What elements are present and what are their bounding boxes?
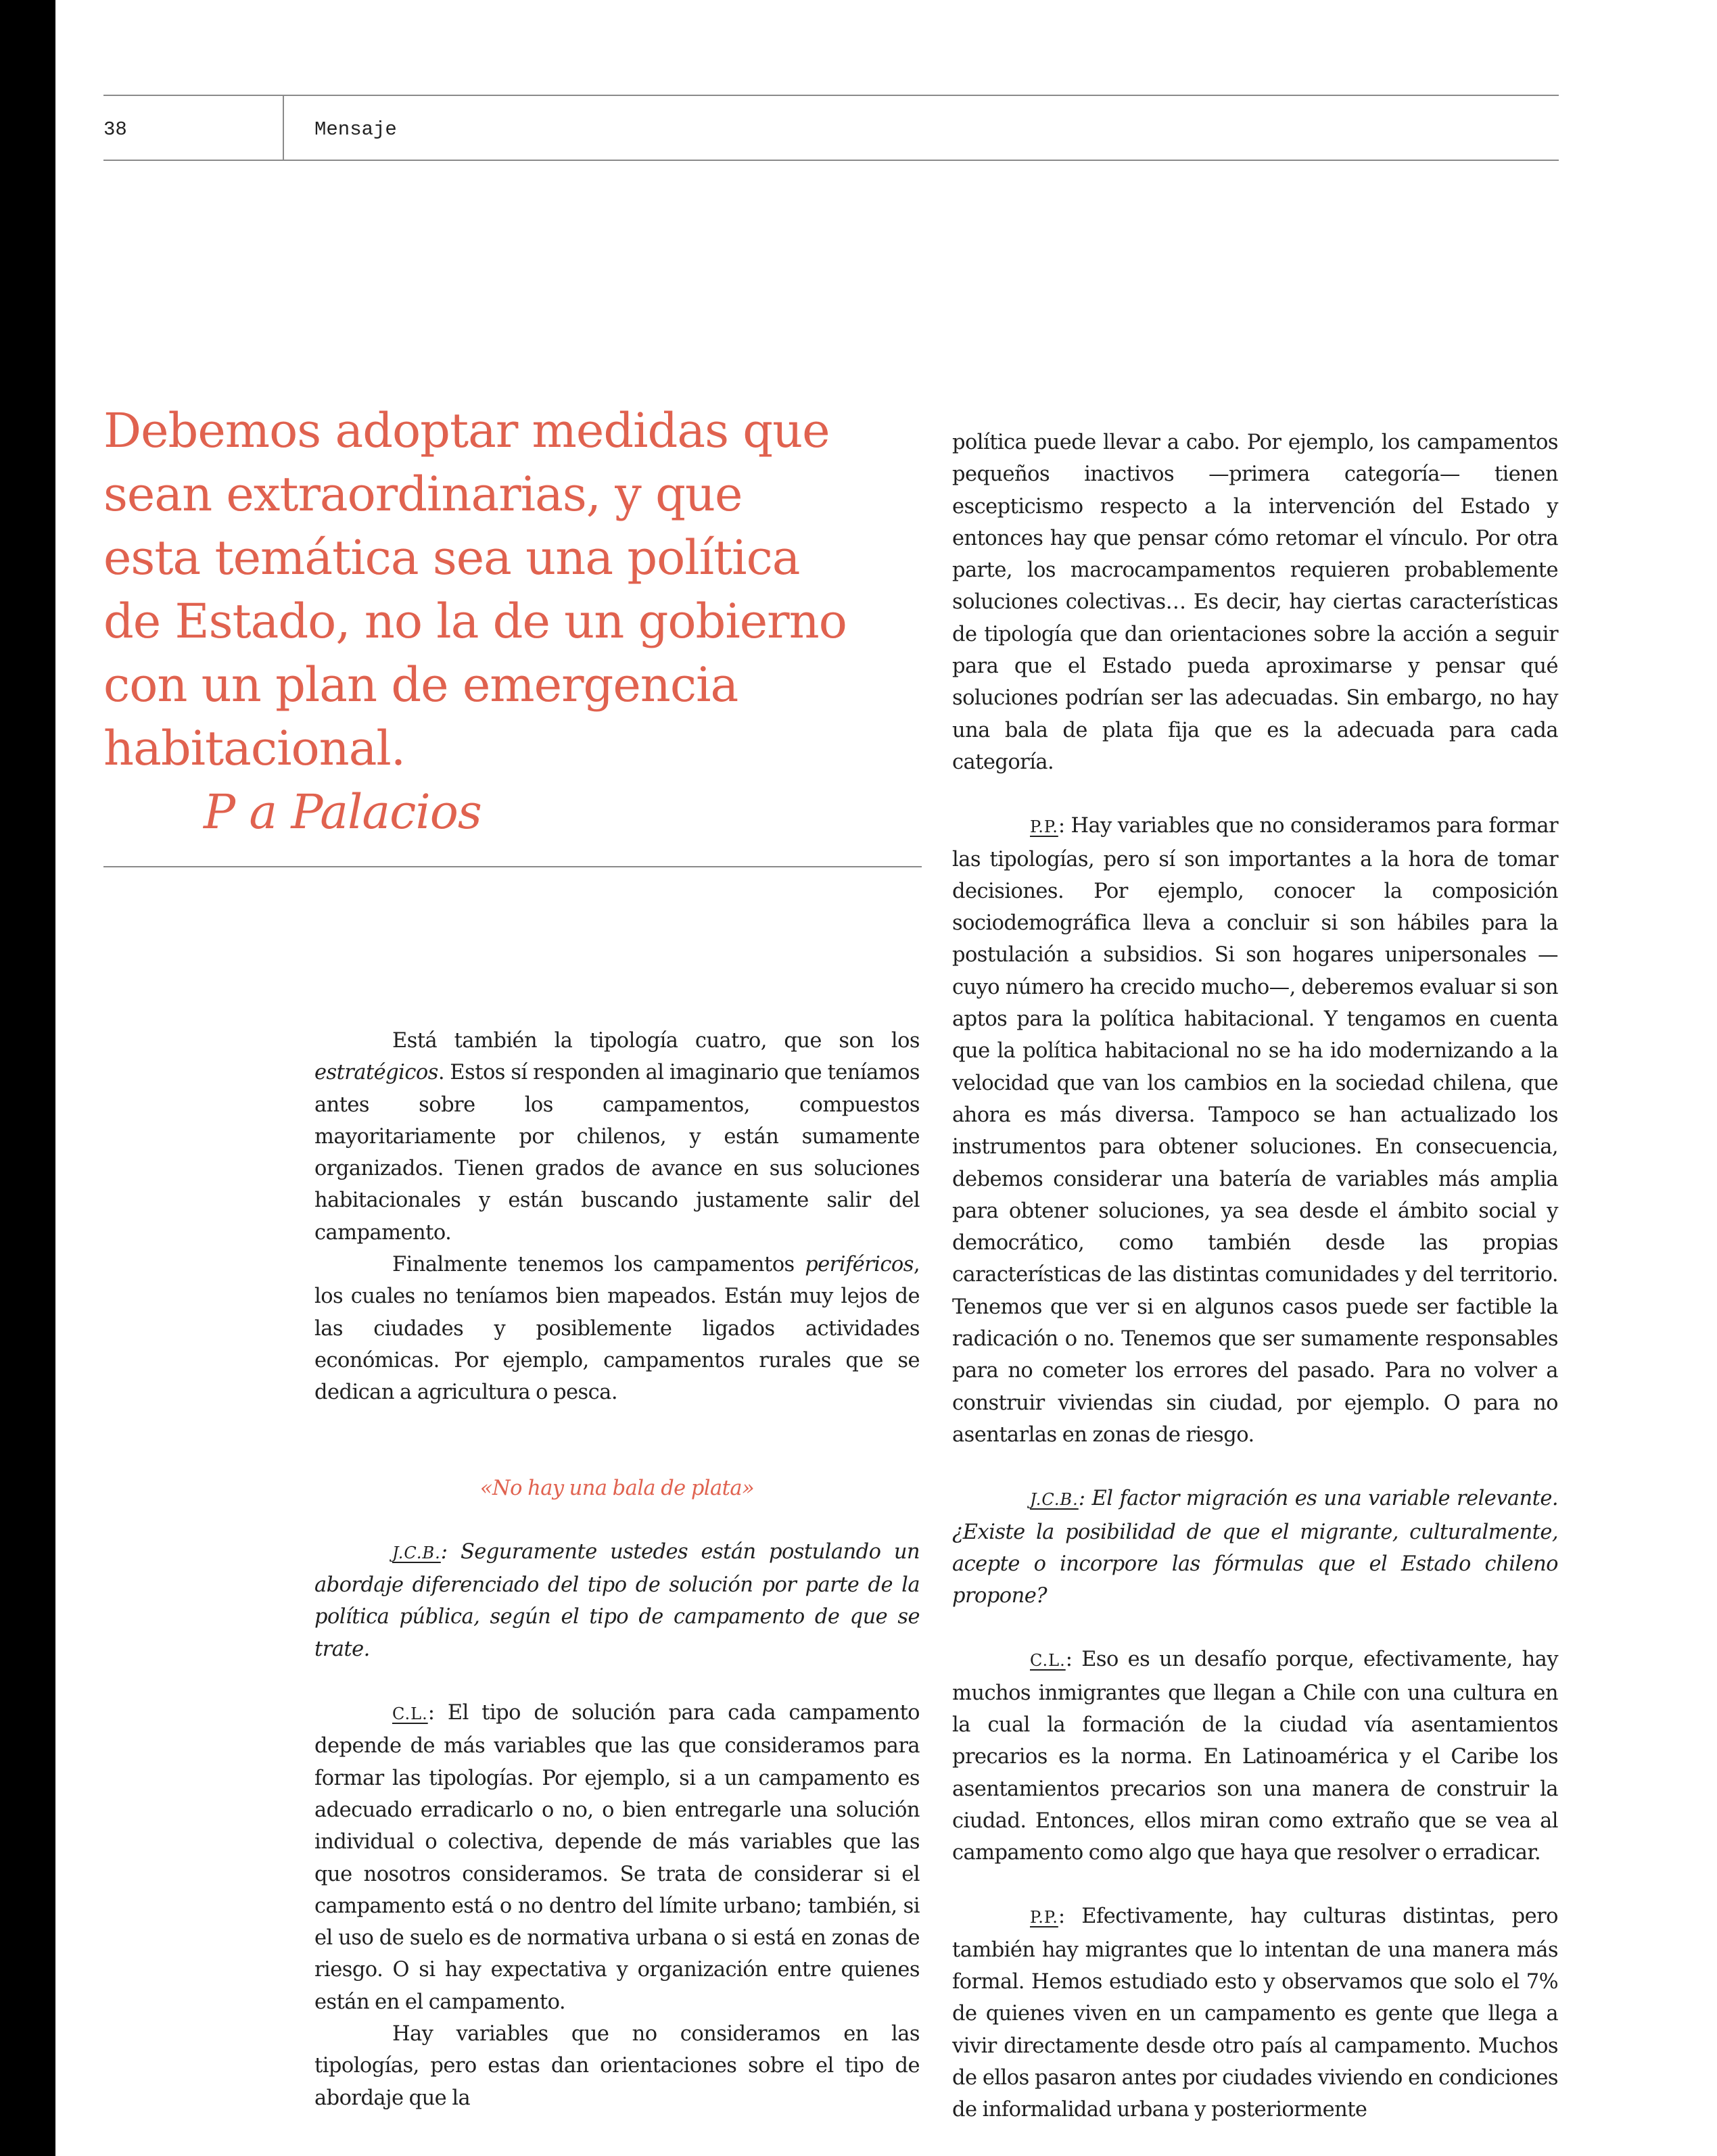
speaker-initials: P.P. — [1030, 1908, 1058, 1927]
paragraph: Está también la tipología cuatro, que son los estratégicos. Estos sí responden al imaginario que teníamos antes sobre los campamentos, compuestos mayoritariamente por chilenos, y están sumamente organizados. Tienen grados de avance en sus soluciones habitacionales y están buscando justamente salir del campamento. — [314, 1029, 920, 1245]
interview-answer: C.L.: El tipo de solución para cada campamento depende de más variables que las que consideramos para formar las tipologías. Por ejemplo, si a un campamento es adecuado erradicarlo o no, o bien entregarle una solución individual o colectiva, depende de más variables que las que nosotros consideramos. Se trata de considerar si el campamento está o no dentro del límite urbano; también, si el uso de suelo es de normativa urbana o si está en zonas de riesgo. O si hay expectativa y organización entre quienes están en el campamento. — [314, 1701, 920, 2014]
interview-answer: P.P.: Efectivamente, hay culturas distintas, pero también hay migrantes que lo intentan de una manera más formal. Hemos estudiado esto y observamos que solo el 7% de quienes viven en un campamento es gente que llega a vivir directamente desde otro país al campamento. Muchos de ellos pasaron antes por ciudades viviendo en condiciones de informalidad urbana y posteriormente — [952, 1905, 1558, 2122]
right-column — [952, 427, 1558, 2126]
section-subheading: «No hay una bala de plata» — [479, 1476, 755, 1500]
page-edge-bar — [0, 0, 55, 2156]
speaker-initials: C.L. — [1030, 1651, 1066, 1671]
speaker-initials: J.C.B. — [392, 1543, 441, 1562]
pull-quote-line: habitacional. — [103, 721, 406, 776]
pull-quote-attribution: P a Palacios — [204, 784, 481, 840]
interview-question: J.C.B.: El factor migración es una variable relevante. ¿Existe la posibilidad de que el migrante, culturalmente, acepte o incorpore las fórmulas que el Estado chileno propone? — [952, 1487, 1558, 1608]
paragraph: Finalmente tenemos los campamentos periféricos, los cuales no teníamos bien mapeados. Están muy lejos de las ciudades y posiblemente ligados actividades económicas. Por ejemplo, campamentos rurales que se dedican a agricultura o pesca. — [314, 1253, 920, 1405]
pull-quote — [103, 399, 935, 844]
header-divider — [283, 95, 284, 160]
interview-answer: C.L.: Eso es un desafío porque, efectivamente, hay muchos inmigrantes que llegan a Chile con una cultura en la cual la formación de la ciudad vía asentamientos precarios es la norma. En Latinoamérica y el Caribe los asentamientos precarios son una manera de construir la ciudad. Entonces, ellos miran como extraño que se vea al campamento como algo que haya que resolver o erradicar. — [952, 1648, 1558, 1865]
pull-quote-line: Debemos adoptar medidas que — [103, 403, 830, 458]
running-head: Mensaje — [314, 118, 397, 141]
speaker-initials: C.L. — [392, 1704, 428, 1724]
paragraph: política puede llevar a cabo. Por ejemplo, los campamentos pequeños inactivos —primera categoría— tienen escepticismo respecto a la intervención del Estado y entonces hay que pensar cómo retomar el vínculo. Por otra parte, los macrocampamentos requieren probablemente soluciones colectivas… Es decir, hay ciertas características de tipología que dan orientaciones sobre la acción a seguir para que el Estado pueda aproximarse y pensar qué soluciones podrían ser las adecuadas. Sin embargo, no hay una bala de plata fija que es la adecuada para cada categoría. — [952, 431, 1558, 774]
pull-quote-line: con un plan de emergencia — [103, 657, 738, 713]
pull-quote-rule — [103, 866, 922, 867]
left-column — [314, 1025, 920, 2114]
speaker-initials: P.P. — [1030, 817, 1058, 837]
page-number: 38 — [103, 118, 127, 141]
pull-quote-line: esta temática sea una política — [103, 530, 800, 585]
interview-answer: P.P.: Hay variables que no consideramos para formar las tipologías, pero sí son importantes a la hora de tomar decisiones. Por ejemplo, conocer la composición sociodemográfica lleva a concluir si son hábiles para la postulación a subsidios. Si son hogares unipersonales —cuyo número ha crecido mucho—, deberemos evaluar si son aptos para la política habitacional. Y tengamos en cuenta que la política habitacional no se ha ido modernizando a la velocidad que van los cambios en la sociedad chilena, que ahora es más diversa. Tampoco se han actualizado los instrumentos para obtener soluciones. En consecuencia, debemos considerar una batería de variables más amplia para obtener soluciones, ya sea desde el ámbito social y democrático, como también desde las propias características de las distintas comunidades y del territorio. Tenemos que ver si en algunos casos puede ser factible la radicación o no. Tenemos que ser sumamente responsables para no cometer los errores del pasado. Para no volver a construir viviendas sin ciudad, por ejemplo. O para no asentarlas en zonas de riesgo. — [952, 814, 1558, 1447]
speaker-initials: J.C.B. — [1030, 1490, 1079, 1510]
paragraph: Hay variables que no consideramos en las tipologías, pero estas dan orientaciones sobre el tipo de abordaje que la — [314, 2022, 920, 2110]
interview-question: J.C.B.: Seguramente ustedes están postulando un abordaje diferenciado del tipo de solución por parte de la política pública, según el tipo de campamento de que se trate. — [314, 1539, 920, 1661]
header-top-rule — [103, 95, 1559, 96]
header-bottom-rule — [103, 160, 1559, 161]
pull-quote-line: de Estado, no la de un gobierno — [103, 594, 847, 649]
pull-quote-line: sean extraordinarias, y que — [103, 466, 743, 522]
